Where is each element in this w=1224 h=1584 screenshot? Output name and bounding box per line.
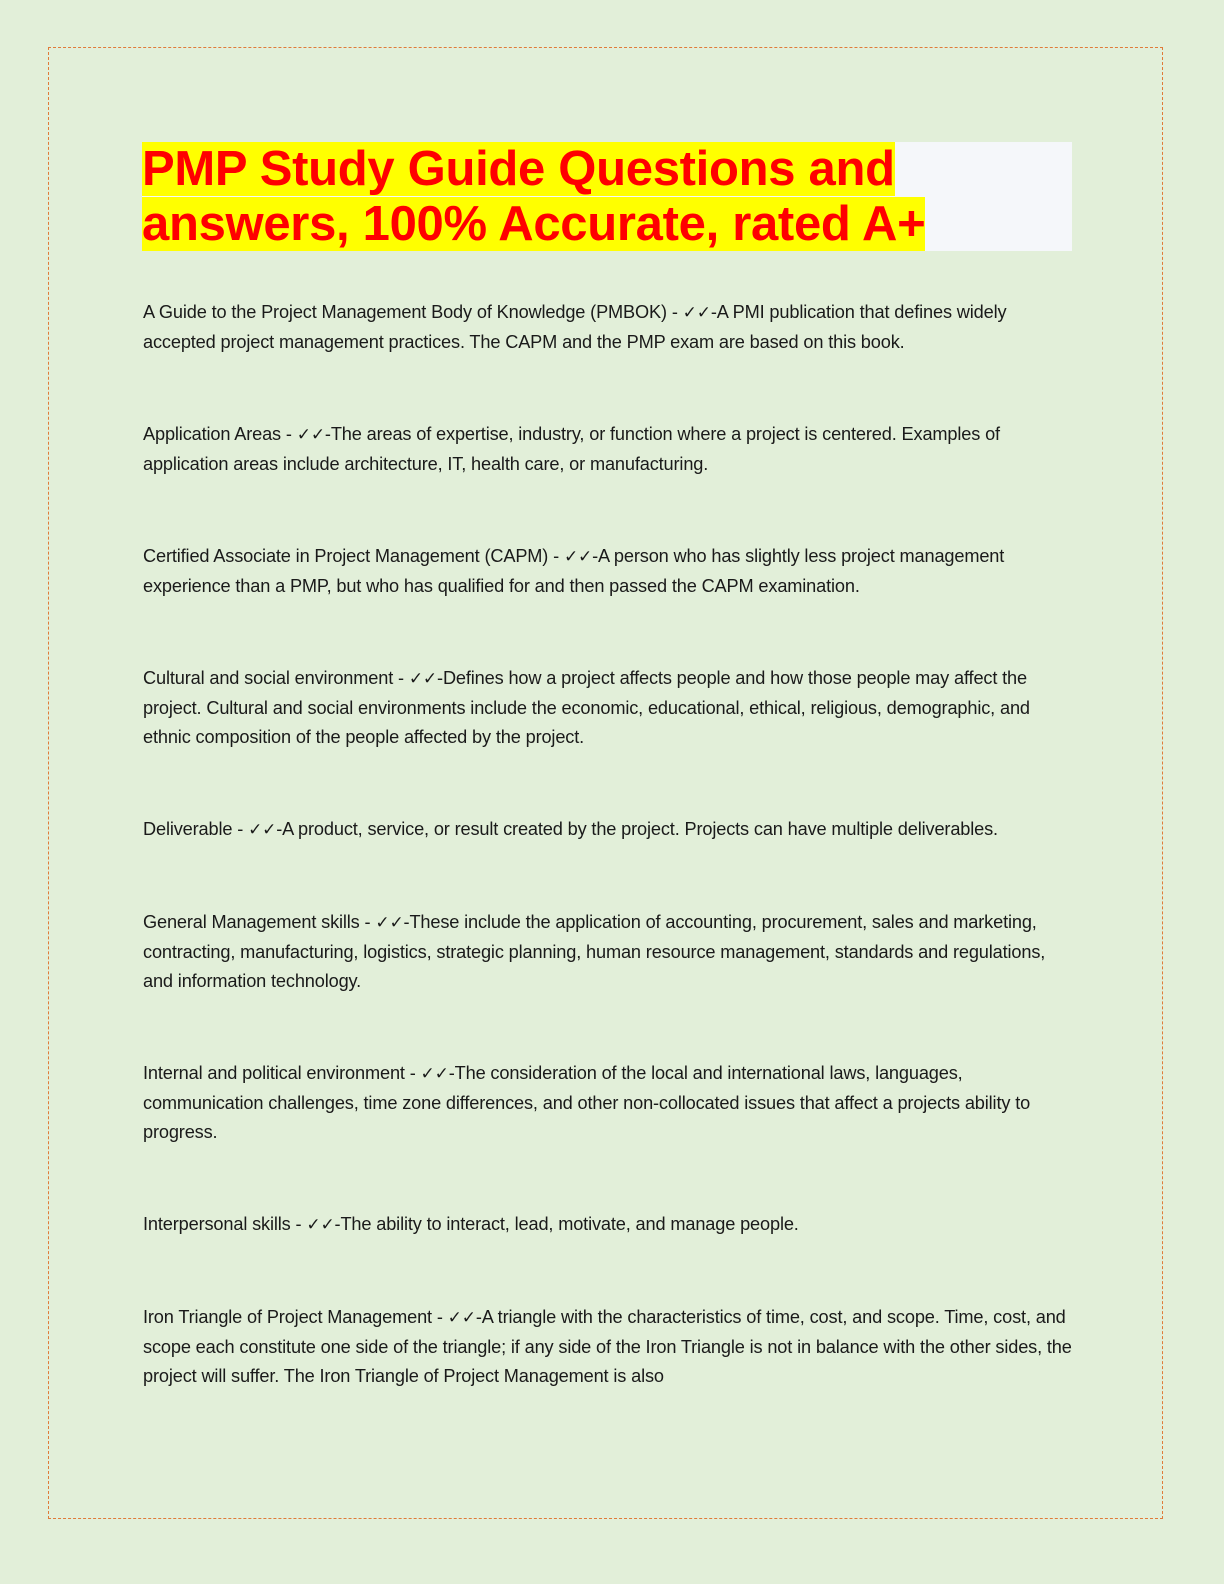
entry-separator: - [281,424,297,444]
title-line-1: PMP Study Guide Questions and [142,142,895,196]
entry-separator: - [431,1307,448,1327]
glossary-entry [143,420,1078,479]
entry-term: A Guide to the Project Management Body of Knowledge (PMBOK) [143,302,667,322]
entry-term: Certified Associate in Project Management (CAPM) [143,546,549,566]
entry-term: Iron Triangle of Project Management [143,1307,432,1327]
glossary-entry [143,815,1078,845]
double-check-icon: ✓✓ [296,425,325,445]
entry-definition: -A person who has slightly less project management experience than a PMP, but who has qualified for and then passed the CAPM examination. [143,546,1005,596]
entry-separator: - [548,546,564,566]
entry-definition: -The areas of expertise, industry, or function where a project is centered. Examples of application areas include architecture, IT, health care, or manufacturing. [143,424,1000,474]
entry-definition: -A PMI publication that defines widely accepted project management practices. The CAPM and the PMP exam are based on this book. [143,302,1007,352]
entry-definition: -The consideration of the local and international laws, languages, communication challenges, time zone differences, and other non-collocated issues that affect a projects ability to progress. [143,1063,1031,1142]
entry-separator: - [393,668,409,688]
entry-term: Interpersonal skills [143,1214,291,1234]
double-check-icon: ✓✓ [375,913,404,933]
entry-definition: -Defines how a project affects people and how those people may affect the project. Cultural and social environments include the economic, educational, ethical, religious, demographic, and ethnic composition of the people affected by the project. [143,668,1030,747]
double-check-icon: ✓✓ [682,303,711,323]
entry-separator: - [404,1063,421,1083]
title-line-2: answers, 100% Accurate, rated A+ [142,197,926,251]
double-check-icon: ✓✓ [248,820,277,840]
double-check-icon: ✓✓ [420,1064,449,1084]
glossary-entry [143,908,1078,996]
entry-definition: -A triangle with the characteristics of time, cost, and scope. Time, cost, and scope each constitute one side of the triangle; if any side of the Iron Triangle is not in balance with the other sides, the project will suffer. The Iron Triangle of Project Management is also [143,1307,1072,1386]
entry-definition: -These include the application of accounting, procurement, sales and marketing, contracting, manufacturing, logistics, strategic planning, human resource management, standards and regulations, and information technology. [143,912,1046,991]
title-block [142,142,1072,251]
entry-term: Internal and political environment [143,1063,405,1083]
document-body [143,298,1078,1391]
entry-separator: - [359,912,376,932]
document-title [142,142,1072,252]
entry-definition: -A product, service, or result created by the project. Projects can have multiple deliverables. [276,819,998,839]
glossary-entry [143,1210,1078,1240]
double-check-icon: ✓✓ [563,547,593,567]
entry-term: Cultural and social environment [143,668,394,688]
glossary-entry [143,664,1078,752]
entry-term: General Management skills [143,912,360,932]
double-check-icon: ✓✓ [408,669,438,689]
entry-term: Application Areas [143,424,281,444]
entry-definition: -The ability to interact, lead, motivate, and manage people. [334,1214,799,1234]
entry-separator: - [290,1214,307,1234]
glossary-entry [143,542,1078,601]
entry-term: Deliverable [143,819,233,839]
entry-separator: - [232,819,249,839]
glossary-entry [143,1059,1078,1147]
glossary-entry [143,298,1078,357]
double-check-icon: ✓✓ [447,1308,476,1328]
double-check-icon: ✓✓ [306,1215,335,1235]
entry-separator: - [666,302,683,322]
glossary-entry [143,1303,1078,1391]
